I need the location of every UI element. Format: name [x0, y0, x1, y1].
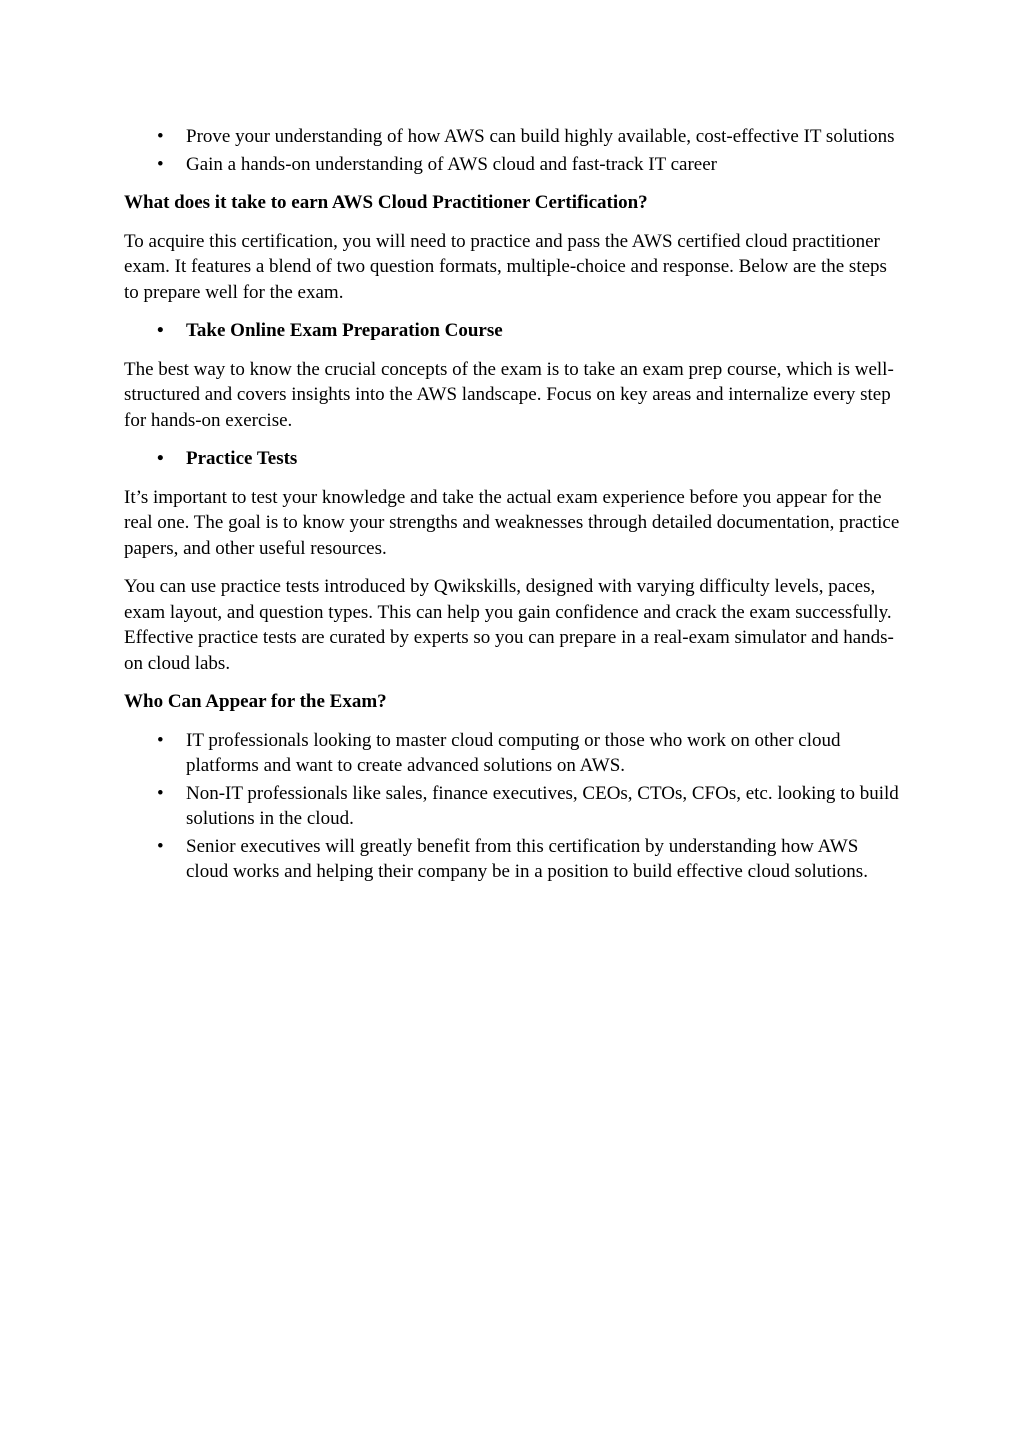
list-item — [124, 124, 904, 150]
list-item-text: Non-IT professionals like sales, finance executives, CEOs, CTOs, CFOs, etc. looking to build solutions in the cloud. — [186, 782, 899, 829]
list-item-text: Prove your understanding of how AWS can build highly available, cost-effective IT solutions — [186, 126, 895, 147]
who-bullet-list — [124, 728, 904, 885]
intro-bullet-list — [124, 124, 904, 177]
bullet-icon: • — [157, 126, 164, 147]
bullet-icon: • — [157, 782, 164, 804]
step-course-heading: Take Online Exam Preparation Course — [186, 320, 503, 341]
list-item-text: Senior executives will greatly benefit from this certification by understanding how AWS cloud works and helping their company be in a position to build effective cloud solutions. — [186, 835, 868, 882]
heading-earn-certification: What does it take to earn AWS Cloud Practitioner Certification? — [124, 192, 648, 213]
bullet-icon: • — [157, 153, 164, 175]
heading-who-can-appear: Who Can Appear for the Exam? — [124, 691, 387, 712]
list-item — [124, 318, 904, 344]
list-item — [124, 152, 904, 178]
bullet-icon: • — [157, 835, 164, 857]
bullet-icon: • — [157, 448, 164, 469]
step-course-list — [124, 318, 904, 344]
paragraph-course: The best way to know the crucial concepts of the exam is to take an exam prep course, which is well-structured and covers insights into the AWS landscape. Focus on key areas and internalize every step for hands-on exercise. — [124, 358, 894, 431]
list-item — [124, 446, 904, 472]
paragraph-tests-2: You can use practice tests introduced by Qwikskills, designed with varying difficulty levels, paces, exam layout, and question types. This can help you gain confidence and crack the exam successfully. Effective practice tests are curated by experts so you can prepare in a real-exam simulator and hands-on cloud labs. — [124, 576, 894, 674]
paragraph-tests-1: It’s important to test your knowledge and take the actual exam experience before you appear for the real one. The goal is to know your strengths and weaknesses through detailed documentation, practice papers, and other useful resources. — [124, 486, 900, 559]
list-item-text: Gain a hands-on understanding of AWS cloud and fast-track IT career — [186, 153, 717, 175]
list-item — [124, 728, 904, 779]
bullet-icon: • — [157, 729, 164, 751]
bullet-icon: • — [157, 320, 164, 341]
list-item — [124, 781, 904, 832]
paragraph-acquire: To acquire this certification, you will need to practice and pass the AWS certified cloud practitioner exam. It features a blend of two question formats, multiple-choice and response. Below are the steps to prepare well for the exam. — [124, 230, 887, 303]
list-item — [124, 834, 904, 885]
step-tests-heading: Practice Tests — [186, 448, 298, 469]
list-item-text: IT professionals looking to master cloud computing or those who work on other cloud platforms and want to create advanced solutions on AWS. — [186, 729, 841, 776]
step-tests-list — [124, 446, 904, 472]
document-page — [124, 124, 904, 885]
